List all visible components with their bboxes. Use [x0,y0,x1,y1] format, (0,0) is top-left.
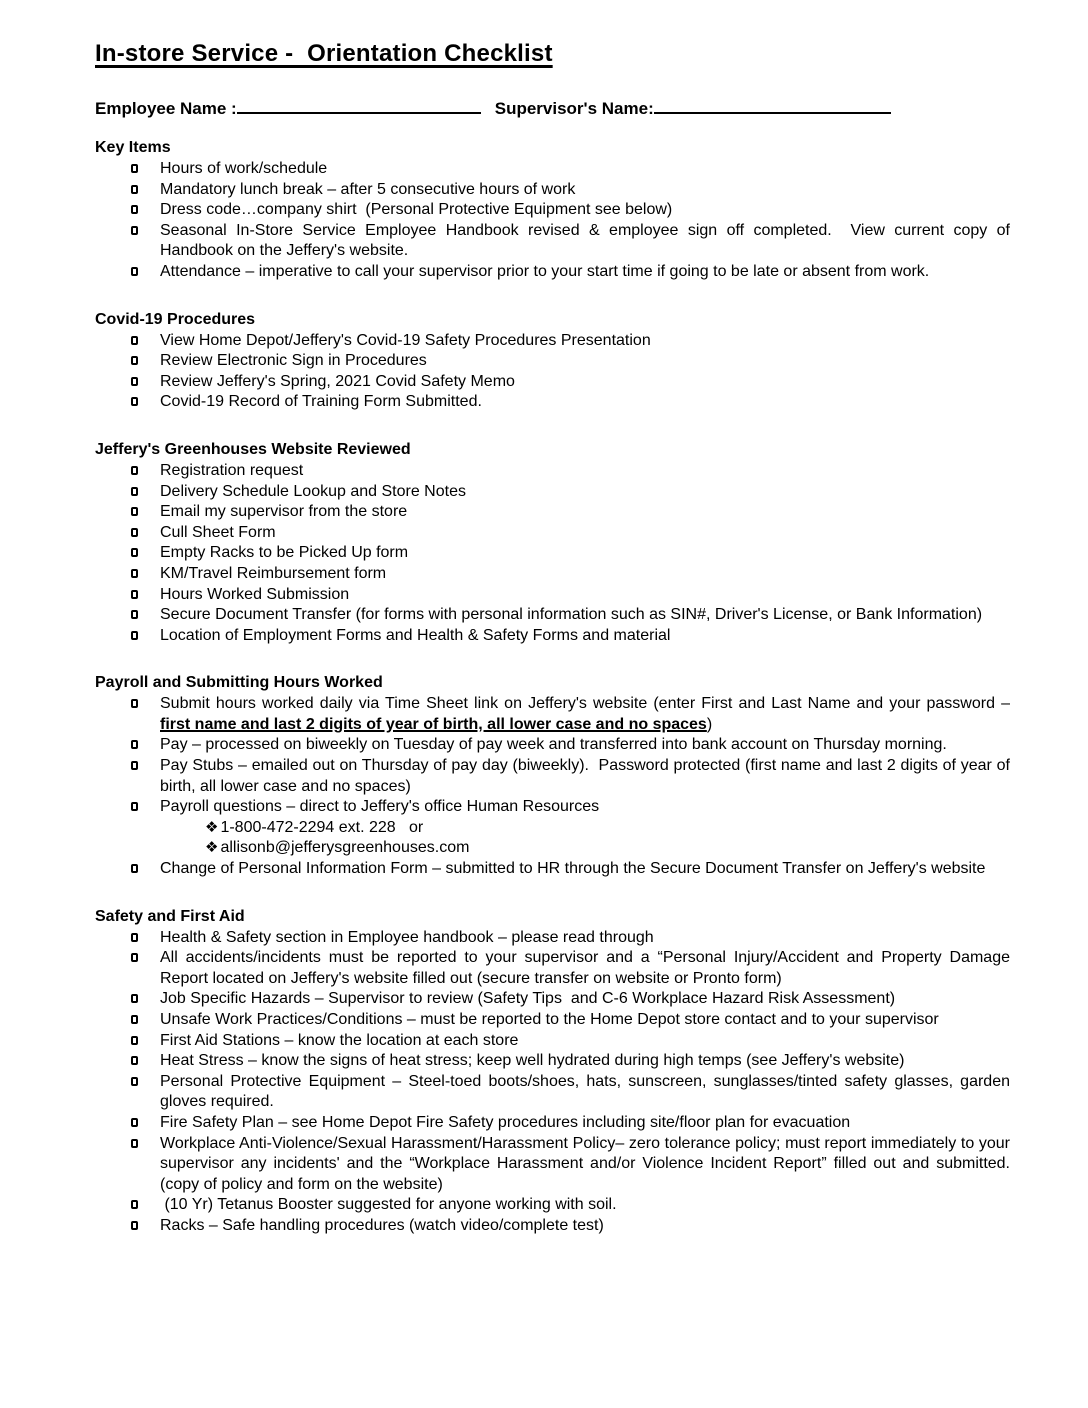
checklist-section [95,139,1010,283]
checklist-item [95,859,1010,880]
checkbox-icon[interactable] [131,1221,138,1230]
checklist-item [95,543,1010,564]
checklist-item [95,392,1010,413]
checkbox-icon[interactable] [131,1139,138,1148]
checklist-item-text: Heat Stress – know the signs of heat stress; keep well hydrated during high temps (see Jeffery's website) [160,1052,905,1070]
checkbox-icon[interactable] [131,164,138,173]
checkbox-icon[interactable] [131,466,138,475]
supervisor-name-blank[interactable] [654,98,891,114]
checklist-item-text: Secure Document Transfer (for forms with personal information such as SIN#, Driver's License, or Bank Information) [160,606,983,624]
checklist-items [95,928,1010,1237]
sections-container [95,139,1010,1237]
checklist-item [95,585,1010,606]
section-heading: Key Items [95,139,171,156]
checklist-item [95,1010,1010,1031]
checklist-sub-item [95,838,1010,859]
item-text-part: first name and last 2 digits of year of birth, all lower case and no spaces [160,715,707,733]
checklist-item-text: All accidents/incidents must be reported to your supervisor and a “Personal Injury/Accident and Property Damage Report located on Jeffery's website filled out (secure transfer on website or Pronto form) [160,949,1010,987]
checklist-item [95,605,1010,626]
checklist-item [95,461,1010,482]
checkbox-icon[interactable] [131,267,138,276]
checkbox-icon[interactable] [131,933,138,942]
checklist-item [95,1031,1010,1052]
checkbox-icon[interactable] [131,356,138,365]
checkbox-icon[interactable] [131,569,138,578]
checklist-section [95,908,1010,1237]
checkbox-icon[interactable] [131,1015,138,1024]
checklist-item-text: Hours Worked Submission [160,585,350,603]
checklist-item [95,331,1010,352]
checkbox-icon[interactable] [131,699,138,708]
checkbox-icon[interactable] [131,740,138,749]
checkbox-icon[interactable] [131,631,138,640]
checklist-item-text: Email my supervisor from the store [160,503,408,521]
item-text-part: Submit hours worked daily via Time Sheet link on Jeffery's website (enter First and Last Name and your password – [160,695,1010,713]
checklist-item [95,797,1010,818]
checklist-item-text: Pay Stubs – emailed out on Thursday of pay day (biweekly). Password protected (first name and last 2 digits of year of birth, all lower case and no spaces) [160,757,1010,795]
checkbox-icon[interactable] [131,994,138,1003]
checklist-item-text: Review Electronic Sign in Procedures [160,352,427,370]
employee-name-label: Employee Name : [95,99,237,118]
checkbox-icon[interactable] [131,528,138,537]
checklist-item [95,735,1010,756]
checklist-items [95,694,1010,879]
checklist-item-text: Racks – Safe handling procedures (watch video/complete test) [160,1216,604,1234]
sub-item-text: 1-800-472-2294 ext. 228 or [220,818,424,836]
section-heading: Payroll and Submitting Hours Worked [95,674,383,692]
checkbox-icon[interactable] [131,761,138,770]
checkbox-icon[interactable] [131,205,138,214]
name-row [95,98,1010,119]
item-text-part: ) [706,715,713,733]
checklist-item [95,502,1010,523]
checklist-item-text: Registration request [160,461,304,479]
checkbox-icon[interactable] [131,548,138,557]
checklist-item-text: Job Specific Hazards – Supervisor to review (Safety Tips and C-6 Workplace Hazard Risk Assessment) [160,990,896,1008]
checklist-item-text [160,694,1010,735]
checklist-item-text: Mandatory lunch break – after 5 consecutive hours of work [160,180,576,198]
page-title: In-store Service - Orientation Checklist [95,40,553,67]
checkbox-icon[interactable] [131,610,138,619]
diamond-bullet-icon: ❖ [205,839,219,857]
checklist-item-text: Covid-19 Record of Training Form Submitted. [160,393,482,411]
checkbox-icon[interactable] [131,590,138,599]
checkbox-icon[interactable] [131,802,138,811]
checklist-item [95,482,1010,503]
checklist-items [95,331,1010,413]
checklist-item [95,180,1010,201]
checklist-item [95,1195,1010,1216]
checklist-item [95,564,1010,585]
checklist-sub-item [95,818,1010,839]
checklist-item-text: Hours of work/schedule [160,160,328,177]
checklist-item-text: Attendance – imperative to call your supervisor prior to your start time if going to be late or absent from work. [160,262,930,280]
section-heading: Jeffery's Greenhouses Website Reviewed [95,440,411,458]
checkbox-icon[interactable] [131,487,138,496]
checkbox-icon[interactable] [131,336,138,345]
checklist-item-text: Pay – processed on biweekly on Tuesday of pay week and transferred into bank account on Thursday morning. [160,736,947,754]
checklist-item-text: Change of Personal Information Form – submitted to HR through the Secure Document Transfer on Jeffery's website [160,860,986,878]
checklist-item-text: Personal Protective Equipment – Steel-toed boots/shoes, hats, sunscreen, sunglasses/tinted safety glasses, garden gloves required. [160,1072,1010,1111]
checklist-item [95,989,1010,1010]
checklist-item [95,928,1010,949]
supervisor-name-label: Supervisor's Name: [494,99,654,118]
checklist-item-text: Workplace Anti-Violence/Sexual Harassment/Harassment Policy– zero tolerance policy; must report immediately to your supervisor any incidents' and the “Workplace Harassment and/or Violence Incident Report” filled out and submitted. (copy of policy and form on the website) [160,1134,1010,1193]
checklist-item-text: Empty Racks to be Picked Up form [160,544,409,562]
employee-name-blank[interactable] [237,98,481,114]
checklist-item [95,262,1010,283]
checklist-item [95,351,1010,372]
checklist-item [95,1051,1010,1072]
checklist-item-text: Payroll questions – direct to Jeffery's office Human Resources [160,798,600,816]
checkbox-icon[interactable] [131,377,138,386]
checklist-section [95,311,1010,413]
checklist-item-text: Fire Safety Plan – see Home Depot Fire Safety procedures including site/floor plan for evacuation [160,1113,851,1131]
checklist-item [95,1072,1010,1113]
checkbox-icon[interactable] [131,185,138,194]
checklist-item [95,948,1010,989]
checklist-section [95,441,1010,646]
checklist-item-text: Seasonal In-Store Service Employee Handbook revised & employee sign off completed. View current copy of Handbook on the Jeffery's website. [160,221,1010,260]
checklist-item-text: Location of Employment Forms and Health & Safety Forms and material [160,626,671,644]
section-heading: Safety and First Aid [95,907,245,925]
checklist-item [95,1134,1010,1196]
checklist-item [95,221,1010,262]
checkbox-icon[interactable] [131,953,138,962]
checklist-item-text: View Home Depot/Jeffery's Covid-19 Safety Procedures Presentation [160,331,651,349]
checklist-item [95,756,1010,797]
checklist-item-text: KM/Travel Reimbursement form [160,564,387,582]
checklist-item [95,626,1010,647]
checklist-item [95,694,1010,735]
checklist-item [95,159,1010,180]
diamond-bullet-icon: ❖ [205,818,219,836]
checklist-item-text: (10 Yr) Tetanus Booster suggested for anyone working with soil. [160,1196,617,1214]
checklist-item [95,1216,1010,1237]
checkbox-icon[interactable] [131,1056,138,1065]
checkbox-icon[interactable] [131,1077,138,1086]
checklist-item-text: First Aid Stations – know the location at each store [160,1031,519,1049]
sub-item-text: allisonb@jefferysgreenhouses.com [220,839,470,857]
section-heading: Covid-19 Procedures [95,310,256,328]
checkbox-icon[interactable] [131,864,138,873]
checklist-items [95,159,1010,283]
checklist-item-text: Health & Safety section in Employee handbook – please read through [160,928,654,946]
checkbox-icon[interactable] [131,1036,138,1045]
checklist-item [95,523,1010,544]
checklist-item-text: Cull Sheet Form [160,523,276,541]
checklist-items [95,461,1010,646]
checklist-item-text: Dress code…company shirt (Personal Protective Equipment see below) [160,201,673,219]
checkbox-icon[interactable] [131,226,138,235]
checklist-item-text: Review Jeffery's Spring, 2021 Covid Safety Memo [160,372,515,390]
checkbox-icon[interactable] [131,397,138,406]
checklist-item-text: Unsafe Work Practices/Conditions – must be reported to the Home Depot store contact and to your supervisor [160,1011,939,1028]
checkbox-icon[interactable] [131,1200,138,1209]
checkbox-icon[interactable] [131,507,138,516]
checklist-item [95,372,1010,393]
checkbox-icon[interactable] [131,1118,138,1127]
checklist-item [95,1113,1010,1134]
checklist-item-text: Delivery Schedule Lookup and Store Notes [160,482,466,500]
checklist-section [95,674,1010,879]
checklist-item [95,200,1010,221]
